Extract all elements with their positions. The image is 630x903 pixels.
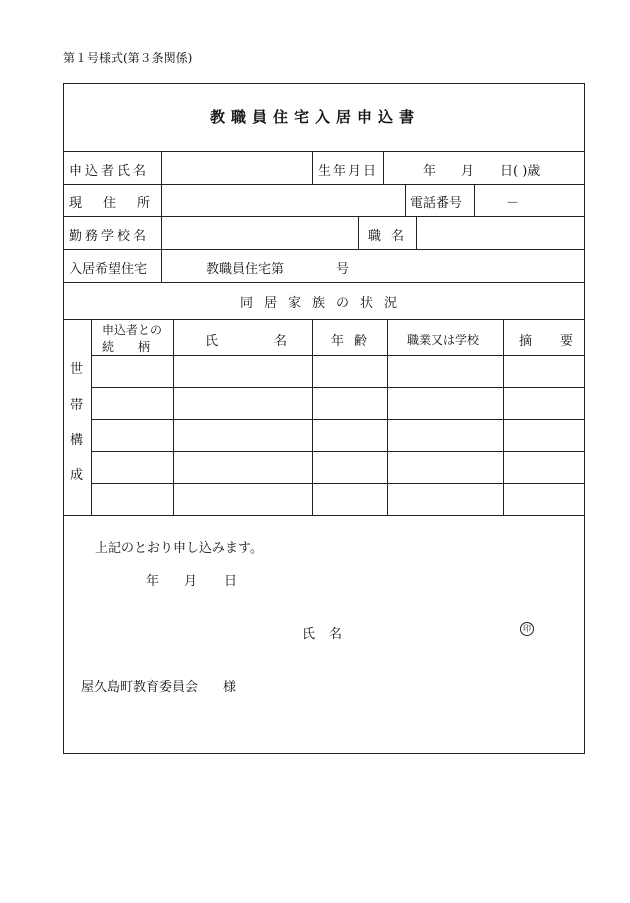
divider — [416, 216, 417, 249]
divider — [91, 483, 585, 484]
divider — [63, 282, 585, 283]
birthdate-year: 年 — [423, 164, 437, 179]
address-field[interactable] — [163, 186, 403, 214]
occupation-header: 職業又は学校 — [407, 333, 480, 347]
birthdate-month: 月 — [461, 164, 475, 179]
divider — [63, 184, 585, 185]
divider — [387, 319, 388, 515]
position-label: 職名 — [368, 229, 415, 244]
statement: 上記のとおり申し込みます。 — [95, 541, 263, 556]
age-header: 年齢 — [331, 334, 378, 349]
divider — [91, 387, 585, 388]
divider — [63, 319, 585, 320]
form-number: 第１号様式(第３条関係) — [63, 51, 193, 65]
divider — [63, 216, 585, 217]
divider — [312, 151, 313, 184]
household-label-1: 世 — [70, 362, 84, 377]
divider — [63, 249, 585, 250]
divider — [358, 216, 359, 249]
remarks-header: 摘要 — [519, 334, 602, 349]
divider — [383, 151, 384, 184]
divider — [91, 419, 585, 420]
birthdate-label: 生年月日 — [318, 164, 379, 179]
school-label: 勤務学校名 — [69, 229, 150, 244]
date-day: 日 — [224, 574, 238, 589]
applicant-name-label: 申込者氏名 — [69, 164, 150, 179]
signature-name-label: 氏名 — [302, 627, 357, 642]
birthdate-day-age: 日( )歳 — [500, 164, 541, 179]
divider — [91, 319, 92, 515]
divider — [63, 151, 585, 152]
relation-header-line1: 申込者との — [102, 323, 163, 337]
school-field[interactable] — [163, 218, 356, 247]
family-section-title: 同居家族の状況 — [240, 296, 409, 311]
relation-header-line2: 続柄 — [102, 340, 175, 354]
divider — [474, 184, 475, 216]
date-month: 月 — [184, 574, 198, 589]
name-header: 氏名 — [205, 334, 344, 349]
household-label-3: 構 — [70, 433, 84, 448]
honorific: 様 — [223, 680, 237, 695]
divider — [503, 319, 504, 515]
divider — [161, 151, 162, 282]
divider — [405, 184, 406, 216]
phone-label: 電話番号 — [410, 196, 463, 211]
date-year: 年 — [146, 574, 160, 589]
household-label-4: 成 — [70, 468, 84, 483]
position-field[interactable] — [418, 218, 583, 247]
form-title: 教職員住宅入居申込書 — [209, 108, 420, 126]
applicant-name-field[interactable] — [163, 153, 310, 182]
household-label-2: 帯 — [70, 398, 84, 413]
housing-prefix: 教職員住宅第 — [206, 262, 285, 277]
divider — [63, 515, 585, 516]
divider — [91, 451, 585, 452]
seal-icon: 印 — [520, 622, 534, 636]
phone-dash: － — [506, 196, 520, 211]
address-label: 現住所 — [69, 196, 172, 211]
addressee: 屋久島町教育委員会 — [81, 680, 199, 695]
divider — [91, 355, 585, 356]
desired-housing-label: 入居希望住宅 — [69, 262, 148, 277]
housing-suffix: 号 — [336, 262, 350, 277]
